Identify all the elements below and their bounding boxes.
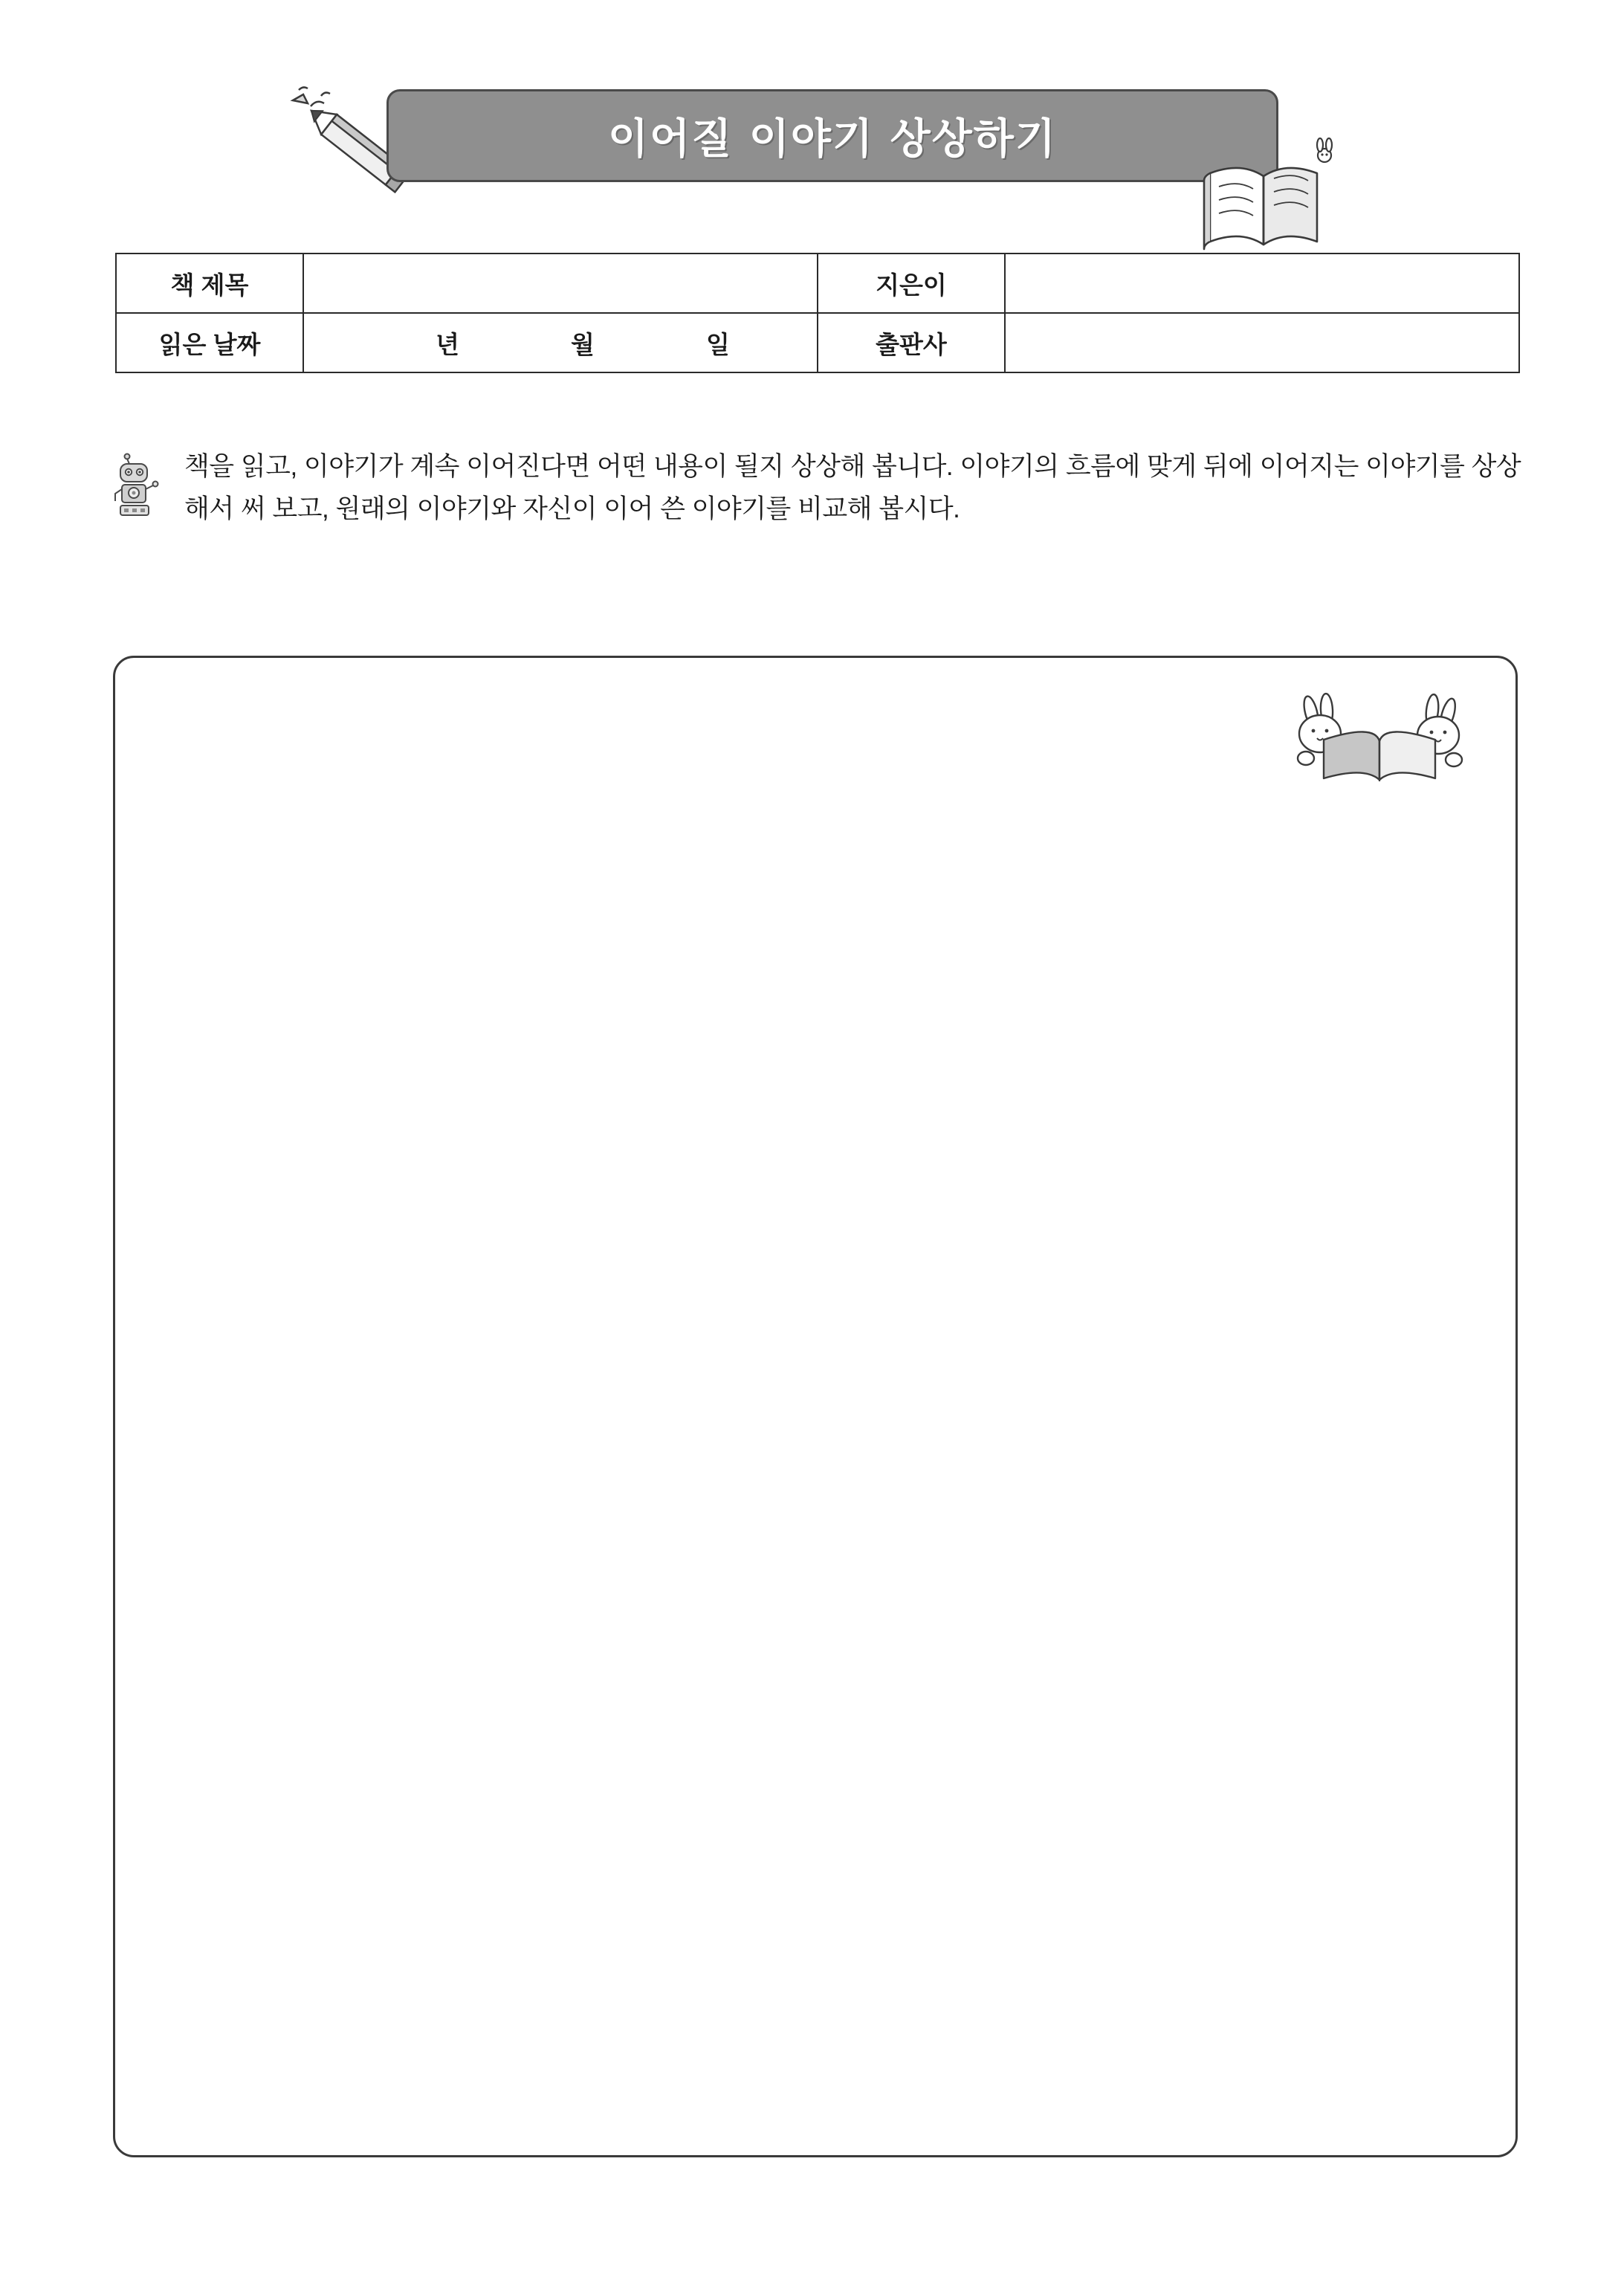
read-date-label: 읽은 날짜 [116, 313, 303, 372]
date-month-unit: 월 [571, 330, 595, 358]
table-row [116, 254, 1519, 313]
publisher-field[interactable] [1005, 313, 1519, 372]
book-title-field[interactable] [303, 254, 818, 313]
book-title-label: 책 제목 [116, 254, 303, 313]
date-year-unit: 년 [436, 330, 460, 358]
writing-area[interactable] [113, 656, 1518, 2157]
author-label: 지은이 [818, 254, 1005, 313]
rabbits-reading-book-icon [1279, 688, 1480, 792]
banner [386, 89, 1278, 182]
book-info-table [115, 253, 1520, 373]
page-title: 이어질 이야기 상상하기 [608, 114, 1057, 164]
date-day-unit: 일 [705, 330, 730, 358]
instruction-block [111, 446, 1524, 530]
robot-icon [111, 452, 166, 519]
table-row [116, 313, 1519, 372]
publisher-label: 출판사 [818, 313, 1005, 372]
read-date-field[interactable] [303, 313, 818, 372]
page-header [0, 71, 1624, 230]
instruction-text: 책을 읽고, 이야기가 계속 이어진다면 어떤 내용이 될지 상상해 봅니다. 이야기의 흐름에 맞게 뒤에 이어지는 이야기를 상상해서 써 보고, 원래의 이야기와 자신이 이어 쓴 이야기를 비교해 봅시다. [184, 452, 1521, 523]
author-field[interactable] [1005, 254, 1519, 313]
